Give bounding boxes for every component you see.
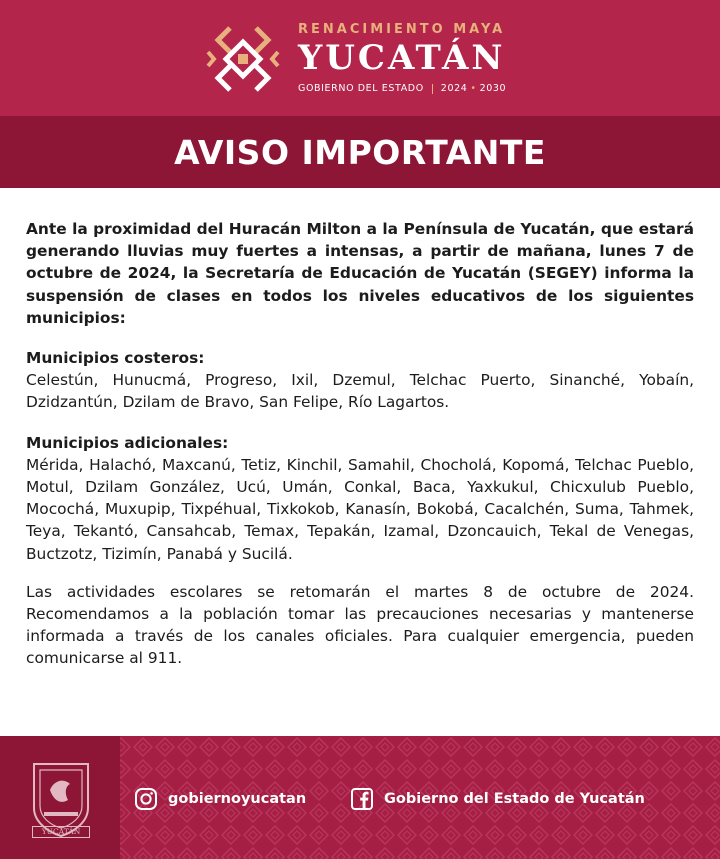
additional-list: Mérida, Halachó, Maxcanú, Tetiz, Kinchil, Samahil, Chocholá, Kopomá, Telchac Pueblo, Motul, Dzilam González, Ucú, Umán, Conkal, Baca, Yaxkukul, Chicxulub Pueblo, Mocochá, Muxupip, Tixpéhual, Tixkokob, Kanasín, Bokobá, Cacalchén, Suma, Tahmek, Teya, Tekantó, Cansahcab, Temax, Tepakán, Izamal, Dzoncauich, Tekal de Venegas, Buctzotz, Tizimín, Panabá y Sucilá. [26, 455, 694, 563]
page-title: AVISO IMPORTANTE [174, 132, 546, 172]
logo-year-end: 2030 [479, 83, 507, 94]
footer-emblem-panel [0, 736, 120, 859]
facebook-page-name: Gobierno del Estado de Yucatán [384, 791, 645, 807]
logo-tagline: RENACIMIENTO MAYA [298, 22, 506, 37]
coastal-title: Municipios costeros: [26, 349, 205, 368]
closing-paragraph: Las actividades escolares se retomarán el martes 8 de octubre de 2024. Recomendamos a la población tomar las precauciones necesarias y mantenerse informada a través de los canales oficiales. Para cualquier emergencia, pueden comunicarse al 911. [26, 582, 694, 668]
logo-subtitle [298, 83, 506, 94]
logo-government-label: GOBIERNO DEL ESTADO [298, 83, 424, 94]
additional-title: Municipios adicionales: [26, 433, 229, 452]
shield-label: YUCATÁN [32, 826, 90, 838]
logo-year-start: 2024 [440, 83, 468, 94]
header [0, 0, 720, 116]
notice-body [26, 218, 694, 670]
logo-wordmark [298, 22, 506, 94]
facebook-link[interactable] [350, 786, 645, 812]
facebook-icon [350, 787, 374, 811]
notice-banner [0, 116, 720, 188]
maya-logo-icon [204, 20, 282, 98]
logo-divider [432, 84, 433, 94]
instagram-icon [134, 787, 158, 811]
instagram-link[interactable] [134, 786, 306, 812]
logo-title: YUCATÁN [298, 38, 506, 78]
intro-paragraph: Ante la proximidad del Huracán Milton a la Península de Yucatán, que estará generando lluvias muy fuertes a intensas, a partir de mañana, lunes 7 de octubre de 2024, la Secretaría de Educación de Yucatán (SEGEY) informa la suspensión de clases en todos los niveles educativos de los siguientes municipios: [26, 220, 694, 327]
instagram-handle: gobiernoyucatan [168, 791, 307, 807]
logo-year-dot-icon: • [470, 83, 477, 94]
coastal-list: Celestún, Hunucmá, Progreso, Ixil, Dzemul, Telchac Puerto, Sinanché, Yobaín, Dzidzantún, Dzilam de Bravo, San Felipe, Río Lagartos. [26, 371, 694, 412]
